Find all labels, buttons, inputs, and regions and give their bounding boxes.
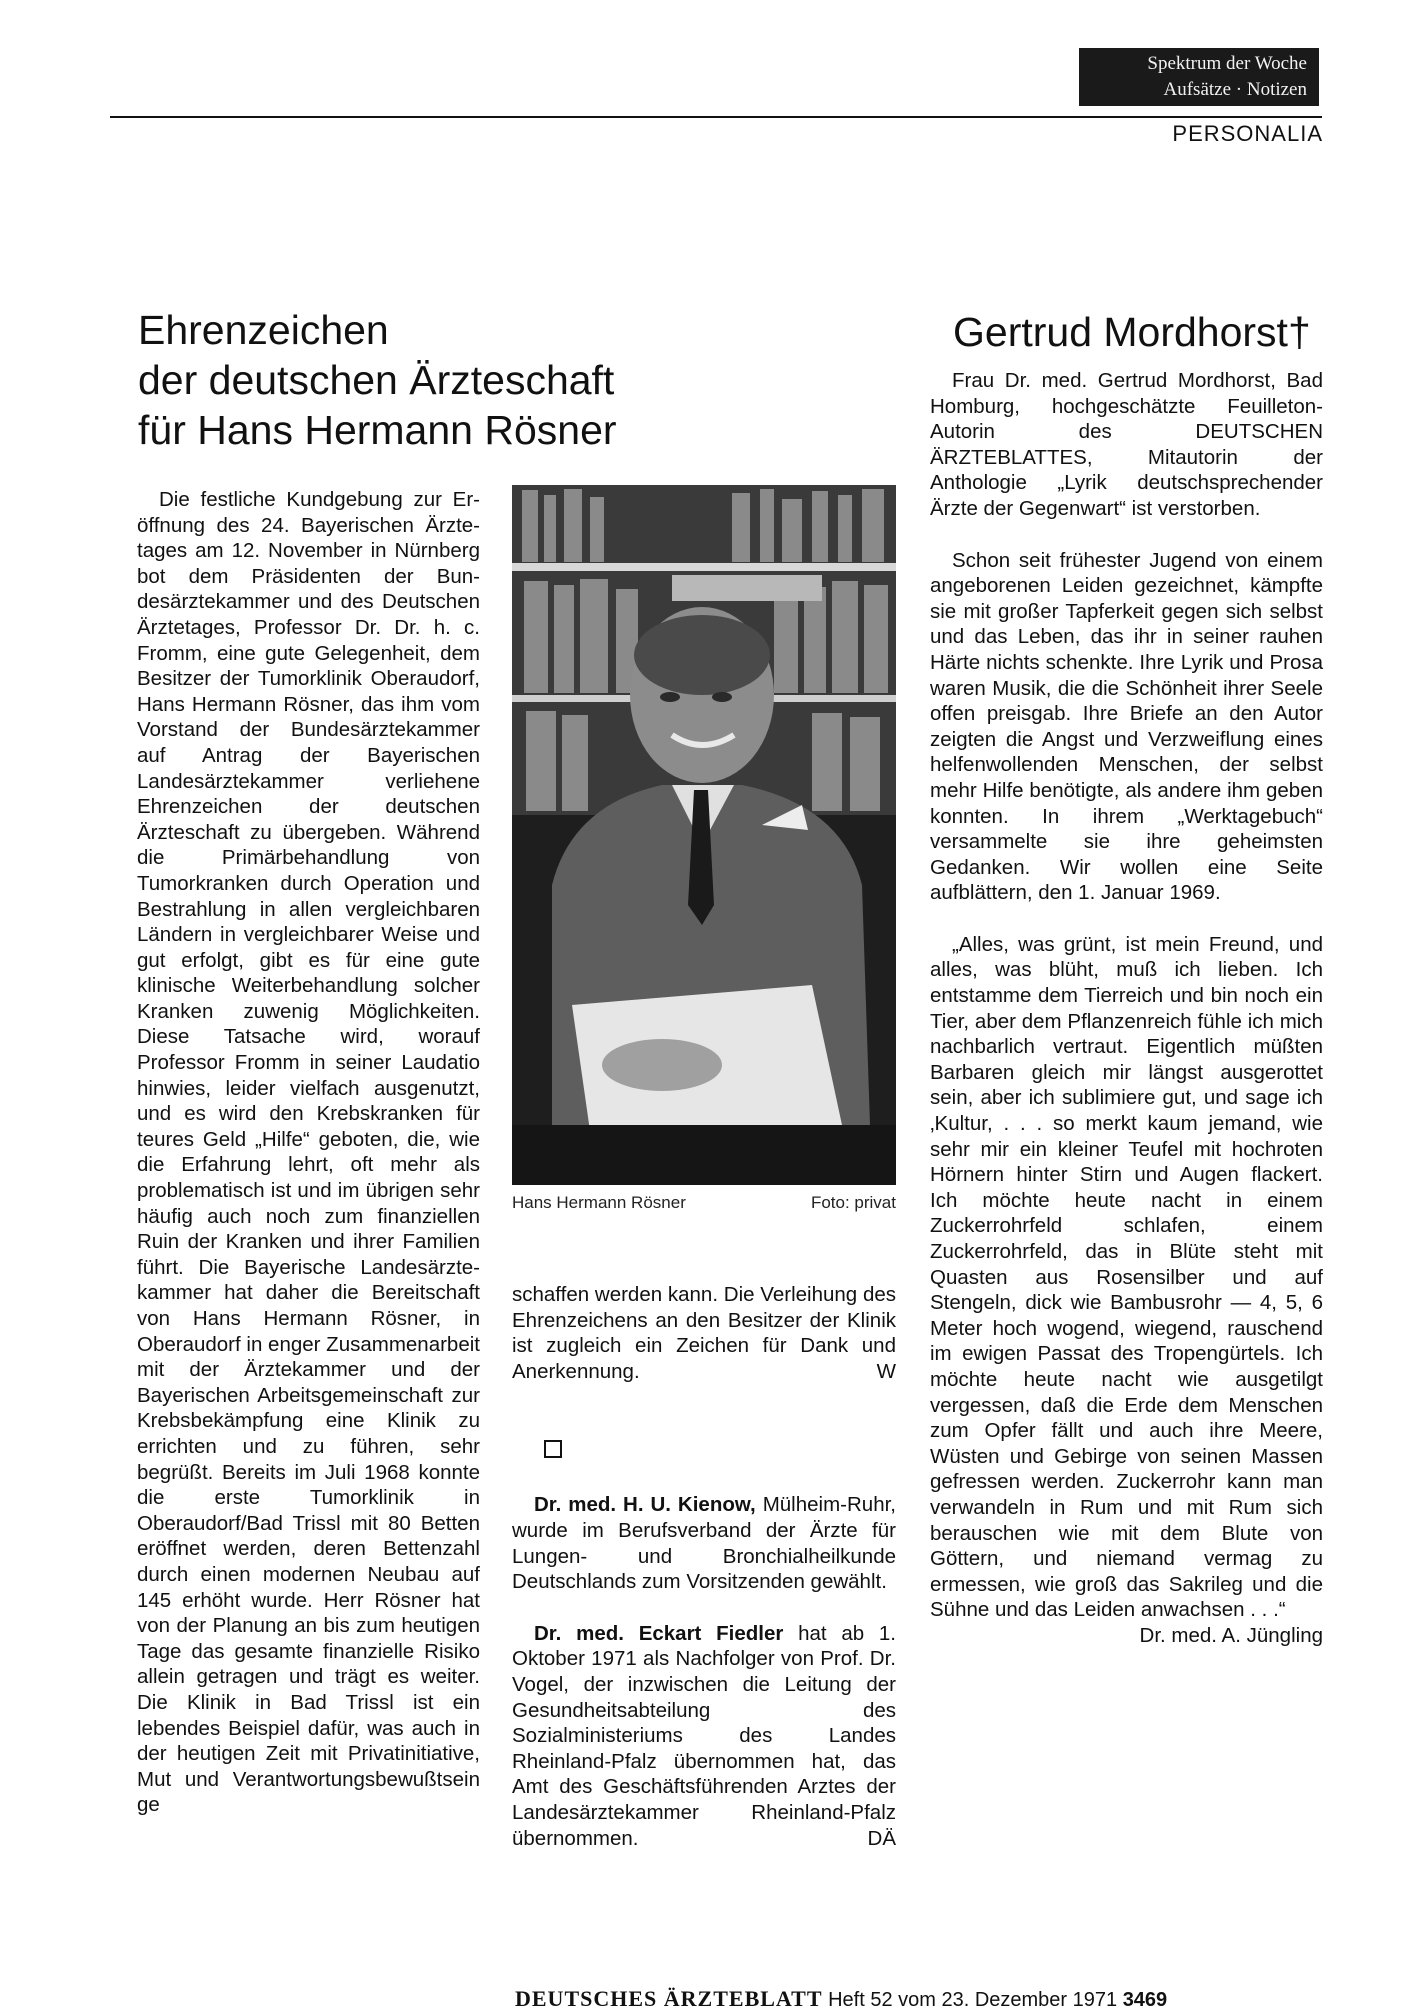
article-column-2 [512,1282,896,1851]
obituary-paragraph-1: Frau Dr. med. Gertrud Mordhorst, Bad Homburg, hochgeschätzte Feuilleton-Autorin des DEUTSCHEN ÄRZTEBLATTES, Mitautorin der Anthologie „Lyrik deutschsprechender Ärzte der Gegenwart“ ist verstorben. [930,369,1323,520]
article-body-continuation: schaffen werden kann. Die Verleihung des Ehrenzeichens an den Besitzer der Klinik ist zugleich ein Zeichen für Dank und Anerkennung. [512,1283,896,1383]
portrait-photo [512,485,896,1185]
page-number: 3469 [1122,1989,1168,2011]
obituary-quote: „Alles, was grünt, ist mein Freund, und alles, was blüht, muß ich lieben. Ich entstamme dem Tierreich und bin noch ein Tier, aber dem Pflanzenreich fühle ich mich nachbarlich vertraut. Eigentlich müßten Barbaren gleich mir längst ausgerottet sein, aber ich sublimiere gut, und sage ich ‚Kultur, . . . so merkt kaum jemand, wie sehr mir ein kleiner Teufel mit hochroten Hörnern hinter Stirn und Augen flackert. Ich möchte heute nacht in einem Zuckerrohrfeld schlafen, einem Zuckerrohrfeld, das in Blüte steht mit Quasten aus Rosensilber und auf Stengeln, dick wie Bambusrohr — 4, 5, 6 Meter hoch wogend, wiegend, rauschend im ewigen Passat des Tropengürtels. Ich möchte heute nacht wie ausgetilgt vergessen, daß die Erde dem Menschen zum Opfer fällt und auch ihre Meere, Wüsten und Gebirge von seinen Massen gefressen werden. Zuckerrohr kann man verwandeln in Rum und mit Rum sich berauschen wie mit dem Blute von Göttern, und niemand vermag zu ermessen, wie groß das Sakrileg und die Sühne und das Leiden anwachsen . . .“ [930,932,1323,1622]
journal-masthead: DEUTSCHES ÄRZTEBLATT [515,1986,823,2011]
notice-name: Dr. med. H. U. Kienow, [534,1493,756,1517]
portrait-image [512,485,896,1185]
end-of-article-box [544,1440,562,1458]
header-rule [110,116,1322,118]
notice-signature: DÄ [867,1826,896,1850]
section-title: PERSONALIA [1172,121,1323,146]
photo-caption [512,1193,896,1213]
obituary-paragraph-3 [930,932,1323,1647]
article-column-1 [137,487,480,1818]
article-body-part2 [512,1282,896,1384]
personal-notice-fiedler [512,1621,896,1851]
headline-line2: der deutschen Ärzteschaft [138,357,615,403]
section-label-line2: Aufsätze · Notizen [1163,79,1307,100]
headline-line1: Ehrenzeichen [138,307,389,353]
headline-line3: für Hans Hermann Rösner [138,407,617,453]
page-footer [515,1986,1167,2012]
article-body-part1: Die festliche Kundgebung zur Eröffnung des 24. Bayerischen Ärztetages am 12. November in Nürnberg bot dem Präsidenten der Bundesärztekammer und des Deutschen Ärztetages, Professor Dr. Dr. h. c. Fromm, eine gute Gelegenheit, dem Besitzer der Tumorklinik Oberaudorf, Hans Hermann Rösner, das ihm vom Vorstand der Bundesärztekammer auf Antrag der Bayerischen Landesärztekammer verliehene Ehrenzeichen der deutschen Ärzteschaft zu übergeben. Während die Primärbehandlung von Tumorkranken durch Operation und Bestrahlung in allen vergleichbaren Ländern in vergleichbarer Weise und gut erfolgt, gibt es für eine gute klinische Weiterbehandlung solcher Kranken zuwenig Möglichkeiten. Diese Tatsache wird, worauf Professor Fromm in seiner Laudatio hinwies, leider vielfach ausgenutzt, und es wird den Krebskranken für teures Geld „Hilfe“ geboten, die, wie die Erfahrung lehrt, oft mehr als problematisch ist und im übrigen sehr häufig auch noch zum finanziellen Ruin der Kranken und ihrer Familien führt. Die Bayerische Landesärztekammer hat daher die Bereitschaft von Hans Hermann Rösner, in Oberaudorf in enger Zusammenarbeit mit der Ärztekammer und der Bayerischen Arbeitsgemeinschaft zur Krebsbekämpfung eine Klinik zu errichten und zu führen, sehr begrüßt. Bereits im Juli 1968 konnte die erste Tumorklinik in Oberaudorf/Bad Trissl mit 80 Betten eröffnet werden, deren Bettenzahl durch einen modernen Neubau auf 145 erhöht wurde. Herr Rösner hat von der Planung an bis zum heutigen Tage das gesamte finanzielle Risiko allein getragen und trägt es weiter. Die Klinik in Bad Trissl ist ein lebendes Beispiel dafür, was auch in der heutigen Zeit mit Privatinitiative, Mut und Verantwortungsbewußtsein ge [137,488,480,1817]
issue-info: Heft 52 vom 23. Dezember 1971 [828,1989,1118,2011]
personal-notice-kienow [512,1492,896,1594]
photo-credit: Foto: privat [810,1193,896,1212]
obituary-headline: Gertrud Mordhorst† [953,309,1311,355]
photo-caption-text: Hans Hermann Rösner [512,1193,686,1212]
section-label-box [1079,48,1319,106]
section-label-line1: Spektrum der Woche [1147,53,1307,74]
article-signature: W [876,1359,896,1383]
notice-name: Dr. med. Eckart Fiedler [534,1621,784,1645]
obituary-paragraph-2: Schon seit frühester Jugend von einem angeborenen Leiden gezeichnet, kämpfte sie mit großer Tapferkeit gegen sich selbst und das Leben, das ihr in seiner rauhen Härte nichts schenkte. Ihre Lyrik und Prosa waren Musik, die die Schönheit ihrer Seele offen preisgab. Ihre Briefe an den Autor zeigten die Angst und Verzweiflung eines helfenwollenden Menschen, der selbst mehr Hilfe benötigte, als andere ihm geben konnten. In ihrem „Werktagebuch“ versammelte sie ihre geheimsten Gedanken. Wir wollen eine Seite aufblättern, den 1. Januar 1969. [930,548,1323,905]
article-headline [138,305,617,455]
obituary-column [930,368,1323,1649]
notice-text: hat ab 1. Oktober 1971 als Nachfolger von Prof. Dr. Vogel, der inzwischen die Leitung der Gesundheitsabteilung des Sozialministeriums des Landes Rheinland-Pfalz übernommen hat, das Amt des Geschäftsführenden Arztes der Landesärztekammer Rheinland-Pfalz übernommen. [512,1621,896,1850]
separator-space [512,1384,896,1492]
notice-text: Mülheim-Ruhr, wurde im Berufsverband der Ärzte für Lungen- und Bronchialheilkunde Deutschlands zum Vorsitzenden gewählt. [512,1493,896,1594]
obituary-signature: Dr. med. A. Jüngling [1139,1623,1323,1647]
